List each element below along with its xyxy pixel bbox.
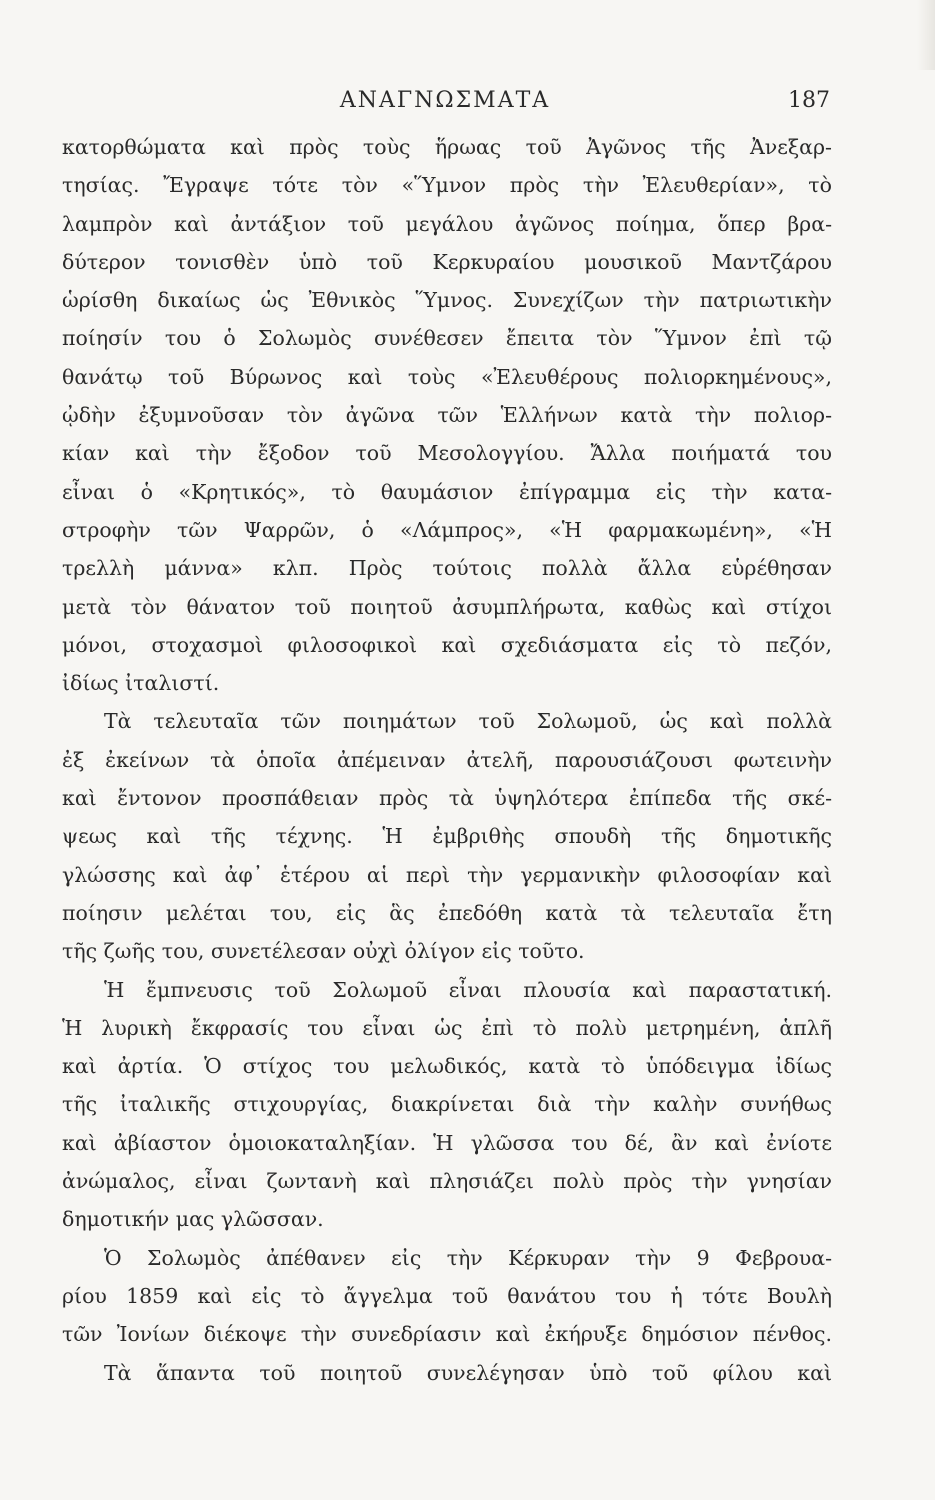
text-line: ἀνώμαλος, εἶναι ζωντανὴ καὶ πλησιάζει πολὺ πρὸς τὴν γνησίαν [62, 1169, 832, 1194]
page-edge-shadow [917, 0, 935, 70]
text-line: δύτερον τονισθὲν ὑπὸ τοῦ Κερκυραίου μουσικοῦ Μαντζάρου [62, 249, 832, 274]
text-line: Ἡ λυρικὴ ἔκφρασίς του εἶναι ὡς ἐπὶ τὸ πολὺ μετρημένη, ἁπλῆ [62, 1015, 832, 1040]
text-line: τρελλὴ μάννα» κλπ. Πρὸς τούτοις πολλὰ ἄλλα εὑρέθησαν [62, 556, 832, 581]
text-line: καὶ ἀρτία. Ὁ στίχος του μελωδικός, κατὰ τὸ ὑπόδειγμα ἰδίως [62, 1054, 832, 1079]
text-line: κίαν καὶ τὴν ἔξοδον τοῦ Μεσολογγίου. Ἄλλα ποιήματά του [62, 441, 832, 466]
text-line: ψεως καὶ τῆς τέχνης. Ἡ ἐμβριθὴς σπουδὴ τῆς δημοτικῆς [62, 824, 832, 849]
text-line: θανάτῳ τοῦ Βύρωνος καὶ τοὺς «Ἐλευθέρους πολιορκημένους», [62, 364, 832, 389]
text-line: λαμπρὸν καὶ ἀντάξιον τοῦ μεγάλου ἀγῶνος ποίημα, ὅπερ βρα- [62, 211, 832, 236]
text-line: μετὰ τὸν θάνατον τοῦ ποιητοῦ ἀσυμπλήρωτα, καθὼς καὶ στίχοι [62, 594, 832, 619]
text-line: ἐξ ἐκείνων τὰ ὁποῖα ἀπέμειναν ἀτελῆ, παρουσιάζουσι φωτεινὴν [62, 747, 832, 772]
text-line: στροφὴν τῶν Ψαρρῶν, ὁ «Λάμπρος», «Ἡ φαρμακωμένη», «Ἡ [62, 517, 832, 542]
text-line: τῶν Ἰονίων διέκοψε τὴν συνεδρίασιν καὶ ἐκήρυξε δημόσιον πένθος. [62, 1322, 832, 1347]
text-line: ὡρίσθη δικαίως ὡς Ἐθνικὸς Ὕμνος. Συνεχίζων τὴν πατριωτικὴν [62, 288, 832, 313]
text-line: ποίησίν του ὁ Σολωμὸς συνέθεσεν ἔπειτα τὸν Ὕμνον ἐπὶ τῷ [62, 326, 832, 351]
text-line: ᾠδὴν ἐξυμνοῦσαν τὸν ἀγῶνα τῶν Ἑλλήνων κατὰ τὴν πολιορ- [62, 403, 832, 428]
text-line: μόνοι, στοχασμοὶ φιλοσοφικοὶ καὶ σχεδιάσματα εἰς τὸ πεζόν, [62, 632, 832, 657]
text-line: ρίου 1859 καὶ εἰς τὸ ἄγγελμα τοῦ θανάτου του ἡ τότε Βουλὴ [62, 1283, 832, 1308]
text-line: καὶ ἔντονον προσπάθειαν πρὸς τὰ ὑψηλότερα ἐπίπεδα τῆς σκέ- [62, 786, 832, 811]
running-title: ΑΝΑΓΝΩΣΜΑΤΑ [339, 88, 551, 113]
text-line: κατορθώματα καὶ πρὸς τοὺς ἥρωας τοῦ Ἀγῶνος τῆς Ἀνεξαρ- [62, 135, 832, 159]
text-line: ἰδίως ἰταλιστί. [62, 671, 220, 696]
text-line: τησίας. Ἔγραψε τότε τὸν «Ὕμνον πρὸς τὴν Ἐλευθερίαν», τὸ [62, 173, 832, 198]
text-line: τῆς ζωῆς του, συνετέλεσαν οὐχὶ ὀλίγον εἰς τοῦτο. [62, 939, 585, 964]
text-line: δημοτικήν μας γλῶσσαν. [62, 1207, 324, 1232]
text-line: ποίησιν μελέται του, εἰς ἃς ἐπεδόθη κατὰ τὰ τελευταῖα ἔτη [62, 900, 832, 925]
page-number: 187 [788, 88, 830, 113]
text-line: Ἡ ἔμπνευσις τοῦ Σολωμοῦ εἶναι πλουσία καὶ παραστατική. [104, 977, 832, 1002]
text-line: Τὰ ἅπαντα τοῦ ποιητοῦ συνελέγησαν ὑπὸ τοῦ φίλου καὶ [104, 1360, 832, 1385]
text-line: καὶ ἀβίαστον ὁμοιοκαταληξίαν. Ἡ γλῶσσα του δέ, ἂν καὶ ἐνίοτε [62, 1130, 832, 1155]
text-line: εἶναι ὁ «Κρητικός», τὸ θαυμάσιον ἐπίγραμμα εἰς τὴν κατα- [62, 479, 832, 504]
text-line: τῆς ἰταλικῆς στιχουργίας, διακρίνεται διὰ τὴν καλὴν συνήθως [62, 1092, 832, 1117]
body-text [62, 128, 832, 1392]
page-header [60, 88, 830, 122]
text-line: Ὁ Σολωμὸς ἀπέθανεν εἰς τὴν Κέρκυραν τὴν 9 Φεβρουα- [104, 1245, 832, 1270]
text-line: γλώσσης καὶ ἀφ᾽ ἑτέρου αἱ περὶ τὴν γερμανικὴν φιλοσοφίαν καὶ [62, 862, 832, 887]
text-line: Τὰ τελευταῖα τῶν ποιημάτων τοῦ Σολωμοῦ, ὡς καὶ πολλὰ [104, 709, 832, 734]
